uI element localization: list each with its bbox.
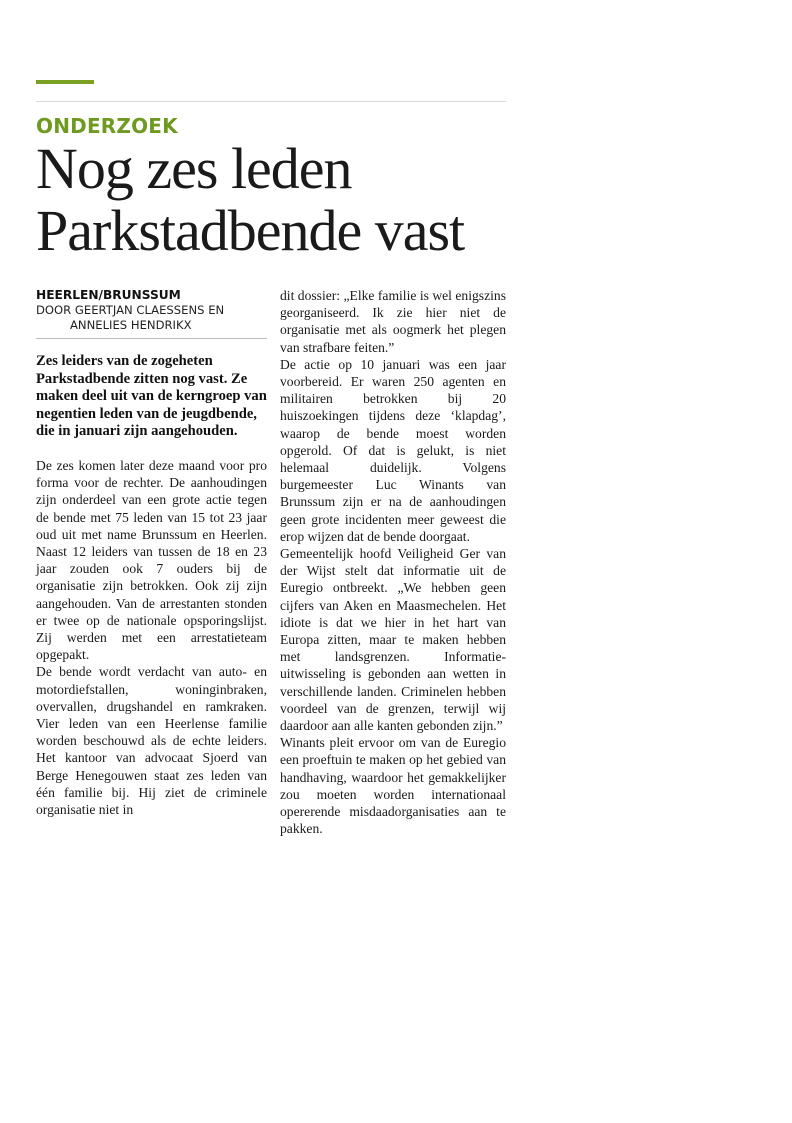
section-kicker: ONDERZOEK [36,114,178,138]
article-paragraph: De actie op 10 januari was een jaar voorbereid. Er waren 250 agenten en militairen betrokken bij 20 huiszoekingen tijdens deze ‘klapdag’, waarop de bende moest worden opgerold. Of dat is gelukt, is niet helemaal duidelijk. Volgens burgemeester Luc Winants van Brunssum zijn er na de aanhoudingen geen grote incidenten meer geweest die erop wijzen dat de bende doorgaat. [280,356,506,544]
accent-bar [36,80,94,84]
byline-divider [36,338,267,339]
article-column-left [36,287,267,818]
dateline: HEERLEN/BRUNSSUM [36,288,181,302]
top-divider [36,101,506,102]
article-paragraph: Winants pleit ervoor om van de Euregio een proeftuin te maken op het gebied van handhaving, waardoor het gemakkelijker zou moeten worden internationaal opererende misdaadorganisaties aan te pakken. [280,735,506,837]
byline-line-1: DOOR GEERTJAN CLAESSENS EN [36,303,225,317]
article-paragraph-split: De bende wordt verdacht van auto- en motordiefstallen, woninginbraken, overvallen, drugshandel en ramkraken. Vier leden van een Heerlense familie worden beschouwd als de echte leiders. Het kantoor van advocaat Sjoerd van Berge Henegouwen staat zes leden van één familie bij. Hij ziet de criminele organisatie niet in [36,664,267,818]
article-paragraph-split: dit dossier: „Elke familie is wel enigszins georganiseerd. Ik zie hier niet de organisatie met als oogmerk het plegen van strafbare feiten.” [280,288,506,355]
article-paragraph: Gemeentelijk hoofd Veiligheid Ger van der Wijst stelt dat informatie uit de Euregio ontbreekt. „We hebben geen cijfers van Aken en Maasmechelen. Het idiote is dat we hier in het hart van Europa zitten, maar te maken hebben met landsgrenzen. Informatie-uitwisseling is gebonden aan wetten in verschillende landen. Criminelen hebben voordeel van de grenzen, terwijl wij daardoor aan alle kanten gebonden zijn.” [280,546,506,734]
article-intro: Zes leiders van de zogeheten Parkstadbende zitten nog vast. Ze maken deel uit van de kerngroep van negentien leden van de jeugdbende, die in januari zijn aangehouden. [36,353,267,440]
byline-line-2: ANNELIES HENDRIKX [70,318,192,332]
article-paragraph: De zes komen later deze maand voor pro forma voor de rechter. De aanhoudingen zijn onderdeel van een grote actie tegen de bende met 75 leden van 15 tot 23 jaar oud uit met name Brunssum en Heerlen. Naast 12 leiders van tussen de 18 en 23 jaar zouden ook 7 ouders bij de organisatie zijn betrokken. Ook zij zijn aangehouden. Van de arrestanten stonden er twee op de nationale opsporingslijst. Zij werden met een arrestatieteam opgepakt. [36,457,267,663]
article-column-right [280,287,506,838]
article-headline: Nog zes leden Parkstadbende vast [36,136,465,263]
